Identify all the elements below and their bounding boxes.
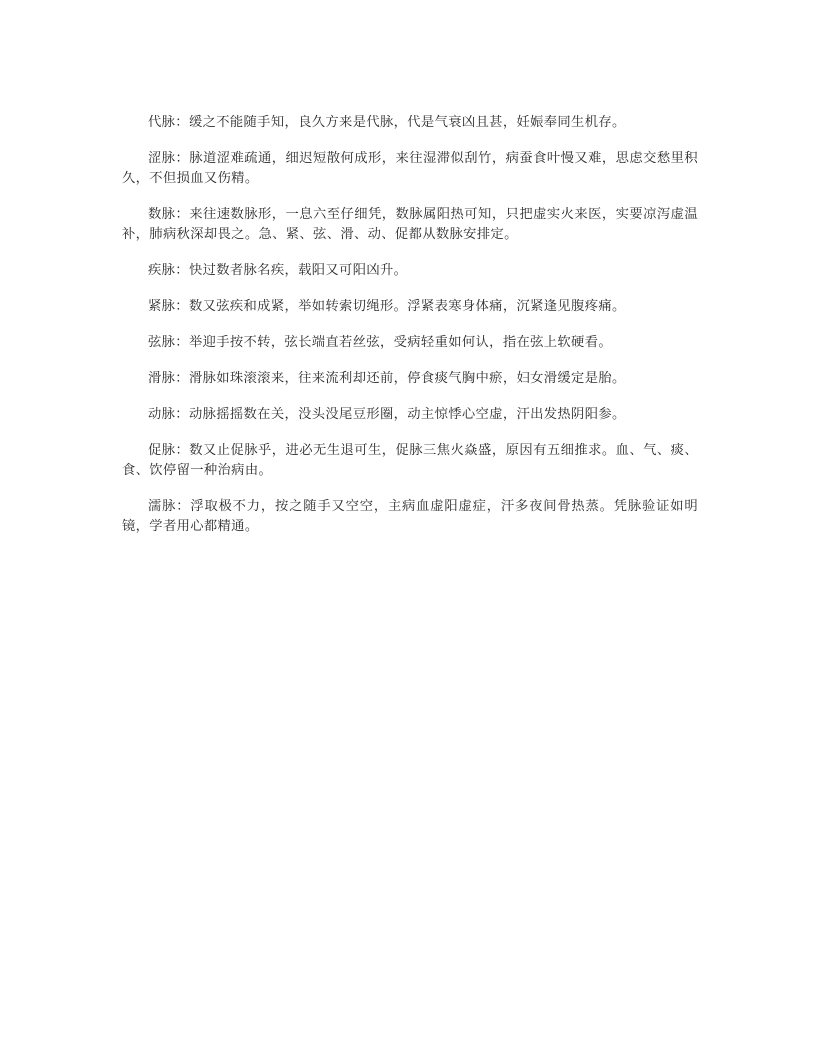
paragraph-cu-pulse: 促脉：数又止促脉乎，进必无生退可生，促脉三焦火焱盛，原因有五细推求。血、气、痰、食、饮停留一种治病由。 <box>122 443 698 478</box>
paragraph-ru-pulse: 濡脉：浮取极不力，按之随手又空空，主病血虚阳虚症，汗多夜间骨热蒸。凭脉验证如明镜，学者用心都精通。 <box>122 499 698 534</box>
paragraph-ji-pulse: 疾脉：快过数者脉名疾，载阳又可阳凶升。 <box>148 263 408 278</box>
paragraph-se-pulse: 涩脉：脉道涩难疏通，细迟短散何成形，来往湿滞似刮竹，病蚕食叶慢又难，思虑交愁里积久，不但损血又伤精。 <box>122 151 698 186</box>
paragraph-xian-pulse: 弦脉：举迎手按不转，弦长端直若丝弦，受病轻重如何认，指在弦上软硬看。 <box>148 335 612 350</box>
paragraph-jin-pulse: 紧脉：数又弦疾和成紧，举如转索切绳形。浮紧表寒身体痛，沉紧逢见腹疼痛。 <box>148 299 626 314</box>
paragraph-dai-pulse: 代脉：缓之不能随手知，良久方来是代脉，代是气衰凶且甚，妊娠奉同生机存。 <box>148 115 626 130</box>
paragraph-dong-pulse: 动脉：动脉摇摇数在关，没头没尾豆形圈，动主惊悸心空虚，汗出发热阴阳参。 <box>148 407 626 422</box>
paragraph-hua-pulse: 滑脉：滑脉如珠滚滚来，往来流利却还前，停食痰气胸中瘀，妇女滑缓定是胎。 <box>148 371 626 386</box>
paragraph-shu-pulse: 数脉：来往速数脉形，一息六至仔细凭，数脉属阳热可知，只把虚实火来医，实要凉泻虚温补，肺病秋深却畏之。急、紧、弦、滑、动、促都从数脉安排定。 <box>122 207 698 242</box>
document-body <box>122 113 698 553</box>
